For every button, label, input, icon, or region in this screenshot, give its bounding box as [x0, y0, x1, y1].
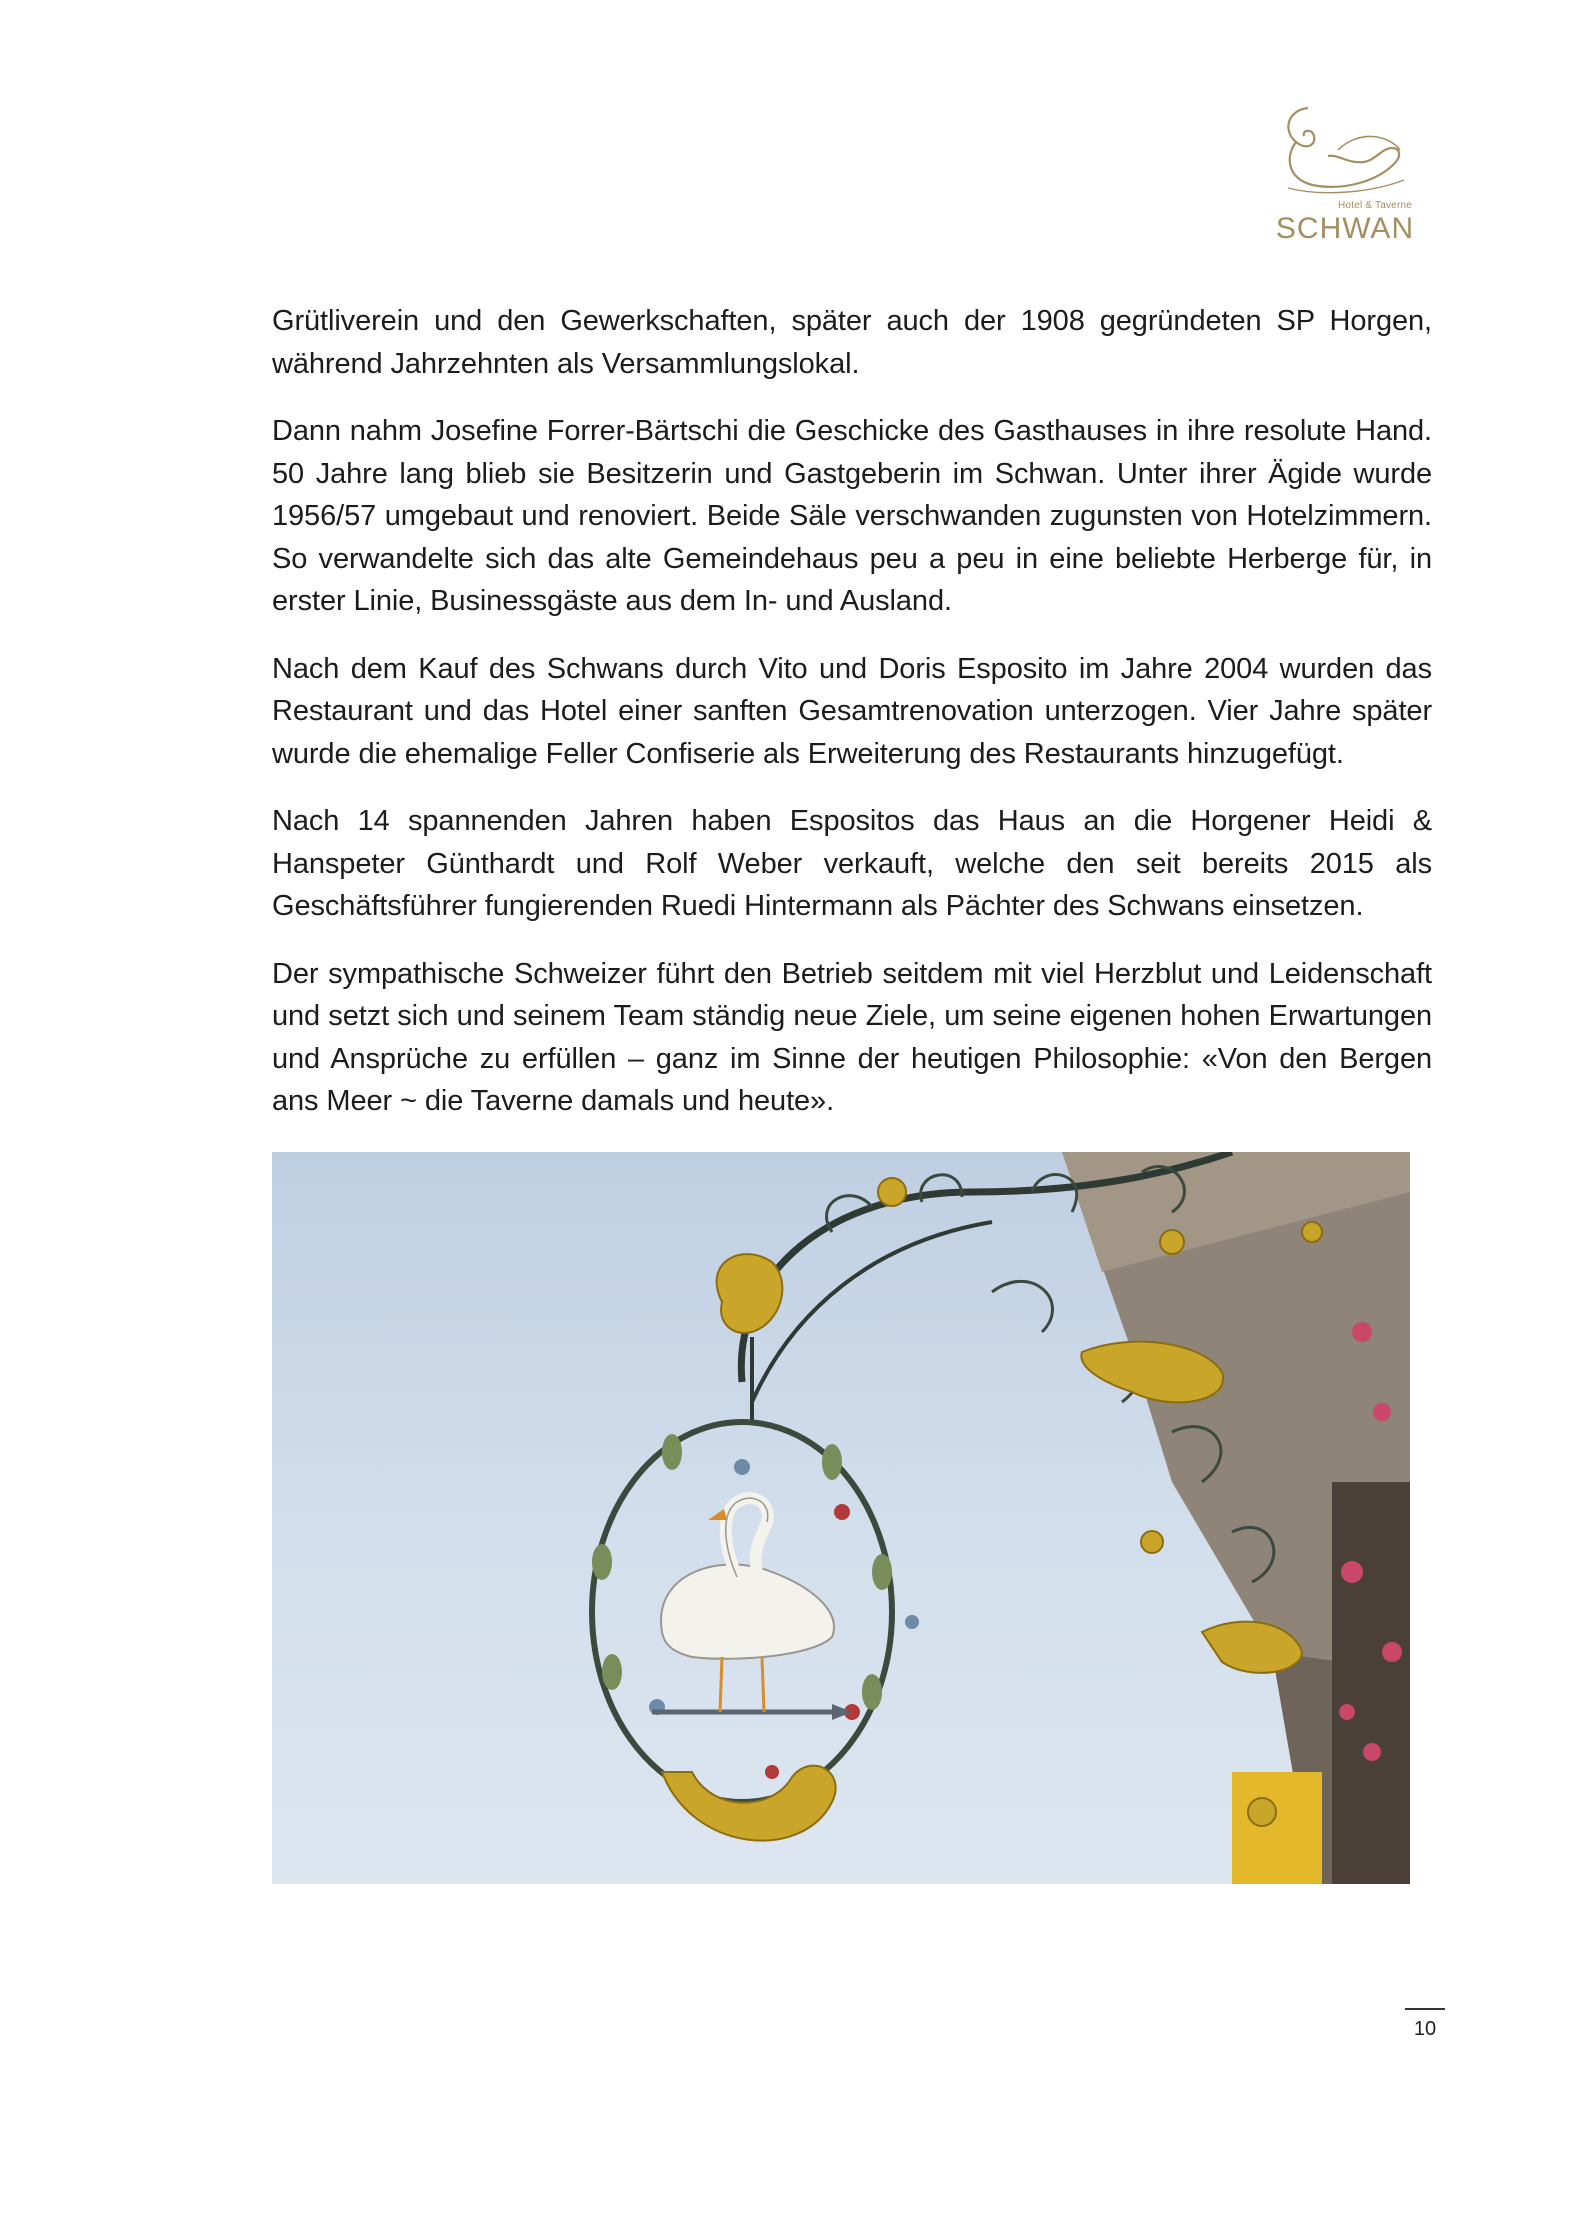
logo-wordmark: SCHWAN	[1275, 212, 1415, 245]
paragraph: Grütliverein und den Gewerkschaften, später auch der 1908 gegründeten SP Horgen, während Jahrzehnten als Versammlungslokal.	[272, 305, 1432, 380]
swan-sign-photo	[272, 1152, 1410, 1884]
swan-logo-icon	[1278, 100, 1418, 200]
paragraph: Nach dem Kauf des Schwans durch Vito und Doris Esposito im Jahre 2004 wurden das Restaurant und das Hotel einer sanften Gesamtrenovation unterzogen. Vier Jahre später wurde die ehemalige Feller Confiserie als Erweiterung des Restaurants hinzugefügt.	[272, 652, 1432, 770]
swan-sign-illustration	[272, 1152, 1410, 1884]
paragraph: Der sympathische Schweizer führt den Betrieb seitdem mit viel Herzblut und Leidenschaft und setzt sich und seinem Team ständig neue Ziele, um seine eigenen hohen Erwartungen und Ansprüche zu erfüllen – ganz im Sinne der heutigen Philosophie: «Von den Bergen ans Meer ~ die Taverne damals und heute».	[272, 957, 1432, 1117]
body-text	[272, 300, 1432, 1148]
logo-subtitle: Hotel & Taverne	[1338, 200, 1412, 211]
paragraph: Dann nahm Josefine Forrer-Bärtschi die Geschicke des Gasthauses in ihre resolute Hand. 50 Jahre lang blieb sie Besitzerin und Gastgeberin im Schwan. Unter ihrer Ägide wurde 1956/57 umgebaut und renoviert. Beide Säle verschwanden zugunsten von Hotelzimmern. So verwandelte sich das alte Gemeindehaus peu a peu in eine beliebte Herberge für, in erster Linie, Businessgäste aus dem In- und Ausland.	[272, 415, 1432, 617]
page-number: 10	[1413, 2018, 1437, 2040]
hotel-logo	[1270, 100, 1420, 250]
paragraph: Nach 14 spannenden Jahren haben Espositos das Haus an die Horgener Heidi & Hanspeter Günthardt und Rolf Weber verkauft, welche den seit bereits 2015 als Geschäftsführer fungierenden Ruedi Hintermann als Pächter des Schwans einsetzen.	[272, 805, 1432, 922]
page-number-rule	[1405, 2008, 1445, 2010]
